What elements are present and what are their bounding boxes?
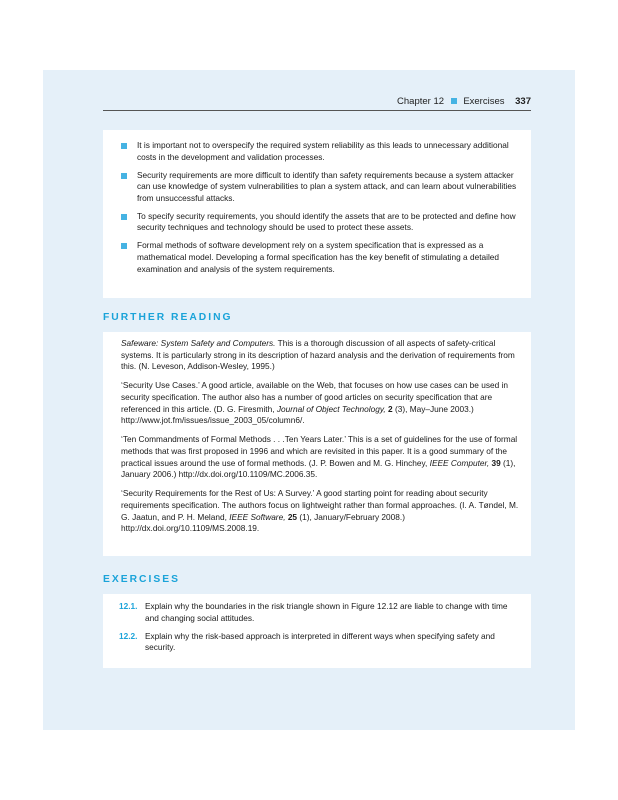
exercise-item xyxy=(119,631,521,654)
reading-title: ‘Ten Commandments of Formal Methods . . .Ten Years Later.’ xyxy=(121,434,346,445)
square-bullet-icon xyxy=(451,98,457,104)
reading-body: This is a thorough discussion of all aspects of safety-critical systems. It is particularly strong in its description of hazard analysis and the derivation of requirements from this. (N. Leveson, Addison-Wesley, 1995.) xyxy=(121,338,515,372)
reading-title: ‘Security Requirements for the Rest of Us: A Survey.’ xyxy=(121,488,315,499)
exercise-text: Explain why the boundaries in the risk triangle shown in Figure 12.12 are liable to change with time and changing social attitudes. xyxy=(145,601,508,623)
exercise-number: 12.1. xyxy=(119,601,138,611)
square-bullet-icon xyxy=(121,173,127,179)
page-background xyxy=(43,70,575,730)
reading-entry xyxy=(121,380,523,426)
reading-journal: IEEE Computer, xyxy=(429,457,490,468)
exercise-item xyxy=(119,601,521,624)
reading-citation-link: (1), January/February 2008.) http://dx.doi.org/10.1109/MS.2008.19. xyxy=(121,511,405,534)
reading-title: Safeware: System Safety and Computers. xyxy=(121,338,276,348)
running-header xyxy=(103,96,531,107)
key-point-item xyxy=(121,240,519,275)
reading-citation-link: (1), January 2006.) http://dx.doi.org/10.1109/MC.2006.35. xyxy=(121,457,516,480)
exercise-number: 12.2. xyxy=(119,630,138,641)
header-section: Exercises xyxy=(463,96,505,107)
reading-entry xyxy=(121,488,523,534)
square-bullet-icon xyxy=(121,143,127,149)
reading-citation-link: (3), May–June 2003.) http://www.jot.fm/issues/issue_2003_05/column6/. xyxy=(121,403,474,426)
page-number: 337 xyxy=(515,96,531,107)
reading-title: ‘Security Use Cases.’ xyxy=(121,380,200,391)
reading-volume: 2 xyxy=(388,403,393,414)
exercises-heading: EXERCISES xyxy=(103,574,180,585)
key-point-text: Security requirements are more difficult to identify than safety requirements because a system attacker can use knowledge of system vulnerabilities to plan a system attack, and can learn about vulnerabilities from unsuccessful attacks. xyxy=(137,169,517,203)
key-point-item xyxy=(121,170,519,205)
reading-entry xyxy=(121,434,523,480)
reading-journal: Journal of Object Technology, xyxy=(276,403,386,414)
further-reading-box xyxy=(103,332,531,556)
key-point-text: Formal methods of software development rely on a system specification that is expressed as a mathematical model. Developing a formal specification has the key benefit of stimulating a detailed examination and analysis of the system requirements. xyxy=(137,240,500,274)
further-reading-heading: FURTHER READING xyxy=(103,312,233,323)
reading-volume: 39 xyxy=(491,457,501,468)
key-points-box xyxy=(103,130,531,298)
exercise-text: Explain why the risk-based approach is interpreted in different ways when specifying safety and security. xyxy=(145,630,495,653)
key-point-text: It is important not to overspecify the required system reliability as this leads to unnecessary additional costs in the development and validation processes. xyxy=(137,140,509,162)
key-point-text: To specify security requirements, you should identify the assets that are to be protected and define how security techniques and technology should be used to protect these assets. xyxy=(137,210,516,233)
reading-body: This is a set of guidelines for the use of formal methods that was first proposed in 1996 and which are revisited in this paper. It is a good summary of the practical issues around the use of formal methods. (J. P. Bowen and M. G. Hinchey, xyxy=(121,434,518,468)
reading-body: A good starting point for reading about security requirements specification. The authors focus on lightweight rather than formal approaches. (I. A. Tøndel, M. G. Jaatun, and P. H. Meland, xyxy=(121,488,519,522)
square-bullet-icon xyxy=(121,214,127,220)
reading-body: A good article, available on the Web, that focuses on how use cases can be used in security specification. The author also has a number of good articles on security specification that are referenced in this article. (D. G. Firesmith, xyxy=(121,380,508,414)
header-chapter: Chapter 12 xyxy=(397,96,445,107)
square-bullet-icon xyxy=(121,243,127,249)
key-point-item xyxy=(121,140,519,163)
key-point-item xyxy=(121,211,519,234)
reading-entry xyxy=(121,338,523,373)
reading-volume: 25 xyxy=(287,511,298,522)
reading-journal: IEEE Software, xyxy=(229,511,286,522)
exercises-box xyxy=(103,594,531,668)
header-rule xyxy=(103,110,531,111)
